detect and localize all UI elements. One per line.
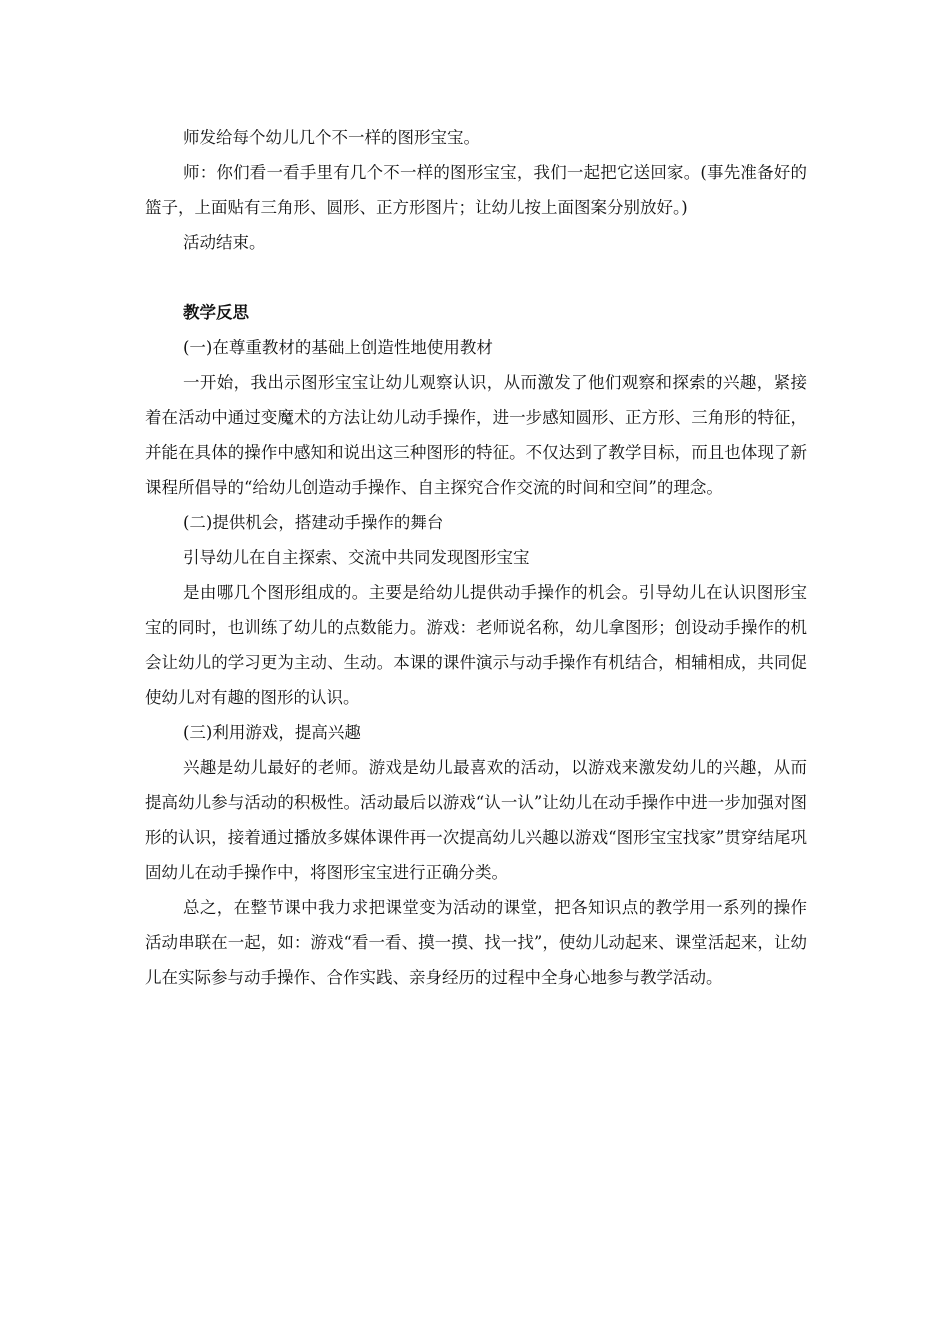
subheading-reflection-3: (三)利用游戏，提高兴趣	[183, 723, 361, 742]
paragraph-reflection-3: 兴趣是幼儿最好的老师。游戏是幼儿最喜欢的活动，以游戏来激发幼儿的兴趣，从而提高幼儿参与活动的积极性。活动最后以游戏“认一认”让幼儿在动手操作中进一步加强对图形的认识，接着通过播放多媒体课件再一次提高幼儿兴趣以游戏“图形宝宝找家”贯穿结尾巩固幼儿在动手操作中，将图形宝宝进行正确分类。	[145, 758, 807, 882]
subheading-reflection-1: (一)在尊重教材的基础上创造性地使用教材	[183, 338, 493, 357]
paragraph-reflection-1: 一开始，我出示图形宝宝让幼儿观察认识，从而激发了他们观察和探索的兴趣，紧接着在活动中通过变魔术的方法让幼儿动手操作，进一步感知圆形、正方形、三角形的特征，并能在具体的操作中感知和说出这三种图形的特征。不仅达到了教学目标，而且也体现了新课程所倡导的“给幼儿创造动手操作、自主探究合作交流的时间和空间”的理念。	[145, 373, 807, 497]
paragraph-teacher-instruction: 师：你们看一看手里有几个不一样的图形宝宝，我们一起把它送回家。(事先准备好的篮子，上面贴有三角形、圆形、正方形图片；让幼儿按上面图案分别放好。)	[145, 163, 807, 217]
paragraph-reflection-2b: 是由哪几个图形组成的。主要是给幼儿提供动手操作的机会。引导幼儿在认识图形宝宝的同时，也训练了幼儿的点数能力。游戏：老师说名称，幼儿拿图形；创设动手操作的机会让幼儿的学习更为主动、生动。本课的课件演示与动手操作有机结合，相辅相成，共同促使幼儿对有趣的图形的认识。	[145, 583, 807, 707]
subheading-reflection-2: (二)提供机会，搭建动手操作的舞台	[183, 513, 444, 532]
paragraph-conclusion: 总之，在整节课中我力求把课堂变为活动的课堂，把各知识点的教学用一系列的操作活动串联在一起，如：游戏“看一看、摸一摸、找一找”，使幼儿动起来、课堂活起来，让幼儿在实际参与动手操作、合作实践、亲身经历的过程中全身心地参与教学活动。	[145, 898, 807, 987]
section-heading-reflection: 教学反思	[183, 303, 249, 322]
document-page	[145, 120, 807, 995]
paragraph-activity-end: 活动结束。	[183, 233, 266, 252]
paragraph-reflection-2a: 引导幼儿在自主探索、交流中共同发现图形宝宝	[183, 548, 530, 567]
paragraph-distribute-shapes: 师发给每个幼儿几个不一样的图形宝宝。	[183, 128, 480, 147]
